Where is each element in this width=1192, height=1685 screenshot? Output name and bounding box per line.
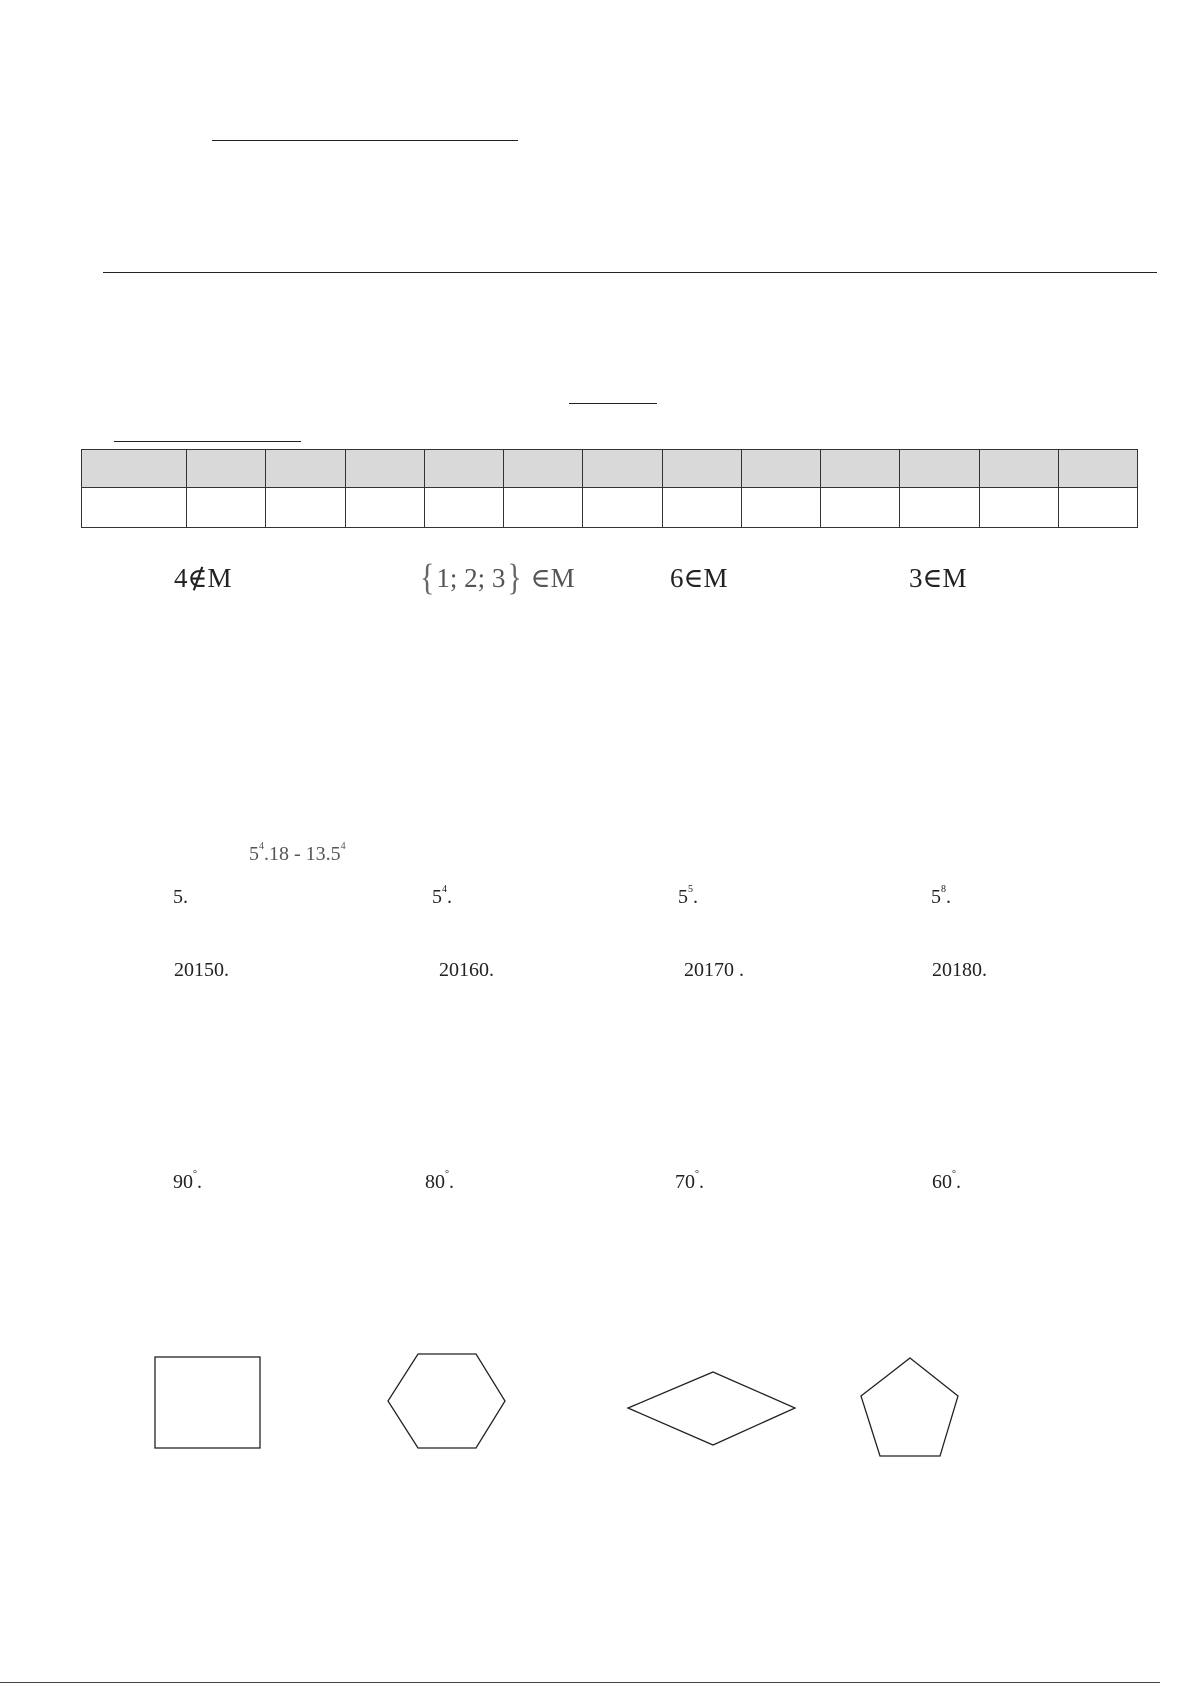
- table-cell: [266, 450, 345, 488]
- option-a-number: 20150.: [174, 959, 229, 981]
- member-symbol: ∈: [922, 563, 943, 593]
- answer-cell[interactable]: [662, 488, 741, 528]
- tail: .: [699, 1171, 704, 1193]
- answer-cell[interactable]: [821, 488, 900, 528]
- option-b-angle: [425, 1171, 454, 1194]
- left-brace-icon: {: [420, 556, 435, 598]
- not-member-symbol: ∉: [187, 563, 208, 593]
- option-a-set: [174, 563, 232, 594]
- option-d-set: [909, 563, 967, 594]
- tail: .: [197, 1171, 202, 1193]
- tail: .: [693, 886, 698, 908]
- angle-value: 60: [932, 1171, 952, 1193]
- answer-table-header-row: [82, 450, 1138, 488]
- expression: [249, 843, 346, 866]
- expression-exponent: 4: [259, 841, 264, 852]
- set-name: M: [703, 563, 728, 593]
- name-underline: [212, 140, 518, 141]
- set-name: M: [207, 563, 232, 593]
- angle-value: 70: [675, 1171, 695, 1193]
- table-cell: [900, 450, 979, 488]
- degree-symbol: °: [952, 1169, 956, 1180]
- table-cell: [82, 450, 187, 488]
- answer-cell[interactable]: [504, 488, 583, 528]
- table-cell: [187, 450, 266, 488]
- table-cell: [583, 450, 662, 488]
- angle-value: 90: [173, 1171, 193, 1193]
- set-name: M: [942, 563, 967, 593]
- tail: .: [449, 1171, 454, 1193]
- right-brace-icon: }: [507, 556, 522, 598]
- table-cell: [662, 450, 741, 488]
- expression-middle: .18 - 13.5: [264, 843, 341, 865]
- table-cell: [345, 450, 424, 488]
- option-c-angle: [675, 1171, 704, 1194]
- exponent: 5: [688, 884, 693, 895]
- member-symbol: ∈: [530, 563, 551, 593]
- answer-cell[interactable]: [424, 488, 503, 528]
- base: 5: [432, 886, 442, 908]
- option-a-power: [173, 886, 188, 909]
- degree-symbol: °: [193, 1169, 197, 1180]
- option-d-number: 20180.: [932, 959, 987, 981]
- expression-base: 5: [249, 843, 259, 865]
- option-a-angle: [173, 1171, 202, 1194]
- exponent: 4: [442, 884, 447, 895]
- answer-cell[interactable]: [979, 488, 1058, 528]
- expression-exponent: 4: [340, 841, 346, 852]
- answer-cell[interactable]: [900, 488, 979, 528]
- base: 5: [931, 886, 941, 908]
- option-c-power: [678, 886, 698, 909]
- degree-symbol: °: [695, 1169, 699, 1180]
- hexagon-icon: [388, 1354, 505, 1448]
- option-d-power: [931, 886, 951, 909]
- answer-cell[interactable]: [82, 488, 187, 528]
- option-c-set: [670, 563, 728, 594]
- tail: .: [956, 1171, 961, 1193]
- element: 4: [174, 563, 188, 593]
- tail: .: [183, 886, 188, 908]
- base: 5: [678, 886, 688, 908]
- table-cell: [1058, 450, 1137, 488]
- rhombus-icon: [628, 1372, 795, 1445]
- answer-table-answer-row: [82, 488, 1138, 528]
- answer-cell[interactable]: [345, 488, 424, 528]
- header-divider: [103, 272, 1157, 273]
- tail: .: [447, 886, 452, 908]
- footer-divider: [0, 1682, 1160, 1683]
- answer-cell[interactable]: [266, 488, 345, 528]
- table-cell: [741, 450, 820, 488]
- section-title-underline: [569, 403, 657, 404]
- answer-table: [81, 449, 1138, 528]
- option-b-number: 20160.: [439, 959, 494, 981]
- table-cell: [504, 450, 583, 488]
- table-cell: [979, 450, 1058, 488]
- option-d-angle: [932, 1171, 961, 1194]
- answer-cell[interactable]: [187, 488, 266, 528]
- tail: .: [946, 886, 951, 908]
- angle-value: 80: [425, 1171, 445, 1193]
- set-name: M: [550, 563, 575, 593]
- option-b-set: [418, 556, 575, 598]
- option-b-power: [432, 886, 452, 909]
- base: 5: [173, 886, 183, 908]
- exponent: 8: [941, 884, 946, 895]
- table-cell: [821, 450, 900, 488]
- table-cell: [424, 450, 503, 488]
- part-heading-underline: [114, 441, 301, 442]
- answer-cell[interactable]: [1058, 488, 1137, 528]
- member-symbol: ∈: [683, 563, 704, 593]
- answer-cell[interactable]: [583, 488, 662, 528]
- pentagon-icon: [861, 1358, 958, 1456]
- element: 1; 2; 3: [436, 563, 506, 593]
- option-c-number: 20170 .: [684, 959, 744, 981]
- square-icon: [155, 1357, 260, 1448]
- answer-cell[interactable]: [741, 488, 820, 528]
- element: 6: [670, 563, 684, 593]
- shapes-figure: [0, 1340, 1192, 1540]
- degree-symbol: °: [445, 1169, 449, 1180]
- element: 3: [909, 563, 923, 593]
